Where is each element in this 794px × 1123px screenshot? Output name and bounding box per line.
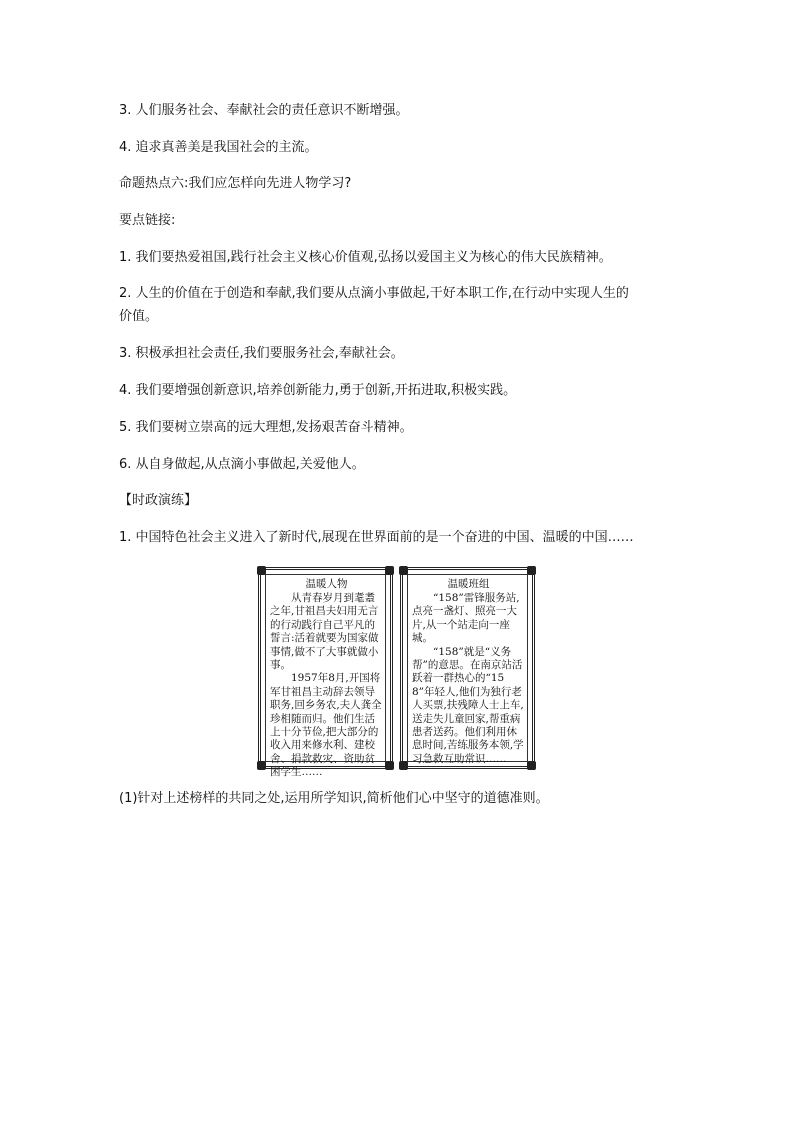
corner-ornament [527,761,536,770]
corner-ornament [399,761,408,770]
key-point-6: 6. 从自身做起,从点滴小事做起,关爱他人。 [119,457,365,472]
topic-heading: 命题热点六:我们应怎样向先进人物学习? [119,176,352,191]
point-4-line: 4. 追求真善美是我国社会的主流。 [119,140,318,155]
key-point-1: 1. 我们要热爱祖国,践行社会主义核心价值观,弘扬以爱国主义为核心的伟大民族精神。 [119,250,612,265]
corner-ornament [385,761,394,770]
corner-ornament [257,566,266,575]
panel-title: 温暖班组 [447,578,490,590]
exercise-heading: 【时政演练】 [119,493,198,508]
question-1-part-1: (1)针对上述榜样的共同之处,运用所学知识,简析他们心中坚守的道德准则。 [119,791,549,806]
warm-team-panel [400,567,535,769]
warm-person-panel [258,567,393,779]
question-1-intro: 1. 中国特色社会主义进入了新时代,展现在世界面前的是一个奋进的中国、温暖的中国…… [119,530,634,545]
panel-title: 温暖人物 [305,578,348,590]
key-point-4: 4. 我们要增强创新意识,培养创新能力,勇于创新,开拓进取,积极实践。 [119,383,517,398]
corner-ornament [257,761,266,770]
exemplar-figure [258,567,538,779]
panel-paragraph: 从青春岁月到耄耋之年,甘祖昌夫妇用无言的行动践行自己平凡的誓言:活着就要为国家做事情,做不了大事就做小事。 [270,592,379,672]
key-point-2: 2. 人生的价值在于创造和奉献,我们要从点滴小事做起,干好本职工作,在行动中实现人生的 [119,286,629,301]
key-points-heading: 要点链接: [119,213,176,228]
point-3-line: 3. 人们服务社会、奉献社会的责任意识不断增强。 [119,103,409,118]
corner-ornament [385,566,394,575]
corner-ornament [527,566,536,575]
key-point-5: 5. 我们要树立崇高的远大理想,发扬艰苦奋斗精神。 [119,420,413,435]
panel-paragraph: “158”就是“义务帮”的意思。在南京站活跃着一群热心的“158”年轻人,他们为独行老人买票,扶残障人士上车,送走失儿童回家,帮重病患者送药。他们利用休息时间,苦练服务本领,学习急救互助常识…… [412,645,524,765]
corner-ornament [399,566,408,575]
panel-paragraph: “158”雷锋服务站,点亮一盏灯、照亮一大片,从一个站走向一座城。 [412,592,520,645]
key-point-3: 3. 积极承担社会责任,我们要服务社会,奉献社会。 [119,346,404,361]
key-point-2-continued: 价值。 [119,309,159,324]
panel-paragraph: 1957年8月,开国将军甘祖昌主动辞去领导职务,回乡务农,夫人龚全珍相随而归。他们生活上十分节俭,把大部分的收入用来修水利、建校舍、捐款救灾、资助贫困学生…… [270,672,382,779]
